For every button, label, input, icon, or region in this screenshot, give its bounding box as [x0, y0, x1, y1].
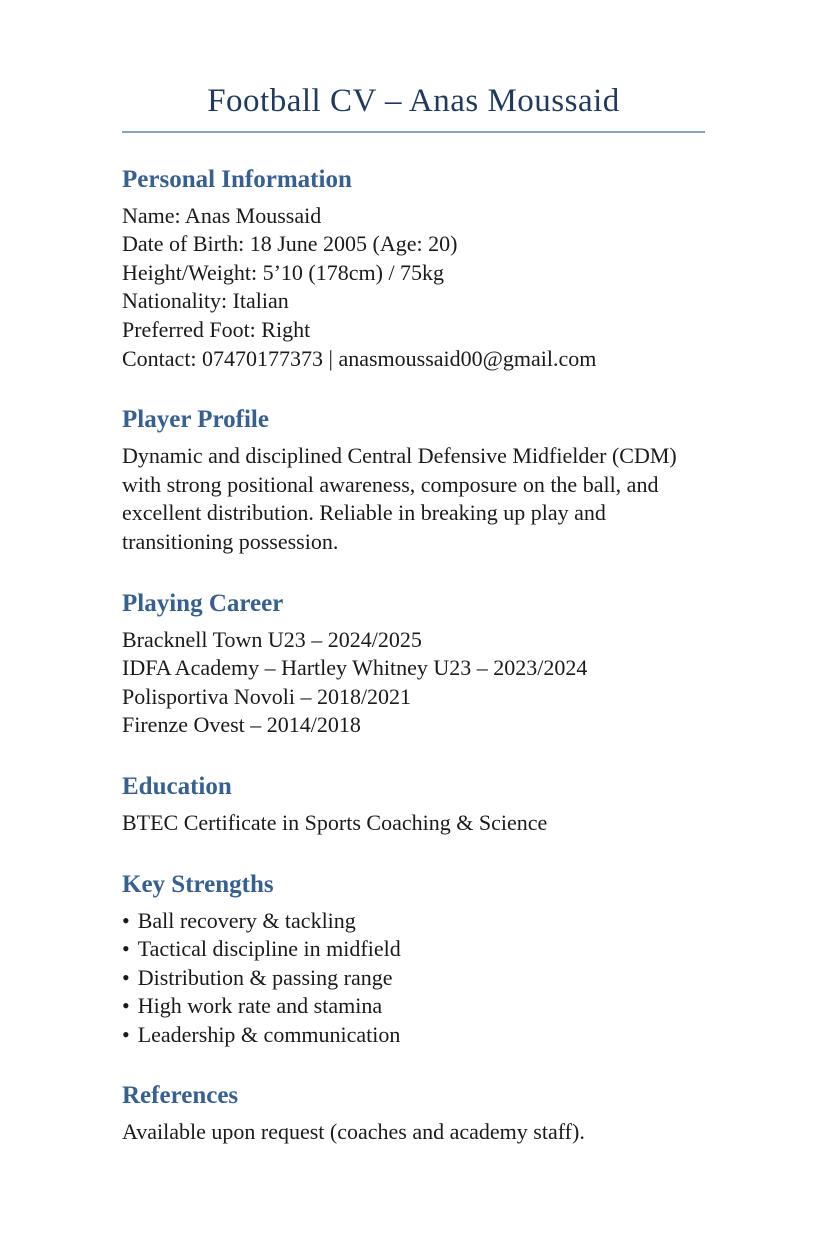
- key-strength-label: Ball recovery & tackling: [137, 907, 356, 933]
- key-strength-label: High work rate and stamina: [137, 993, 383, 1019]
- career-entry: IDFA Academy – Hartley Whitney U23 – 2023/2024: [122, 655, 588, 681]
- title-underline: [122, 131, 705, 133]
- personal-info-name: Name: Anas Moussaid: [122, 202, 322, 228]
- personal-info-preferred-foot: Preferred Foot: Right: [122, 316, 311, 342]
- bullet-icon: •: [122, 907, 130, 933]
- career-entry: Polisportiva Novoli – 2018/2021: [122, 683, 412, 709]
- references-text: Available upon request (coaches and academy staff).: [122, 1119, 585, 1145]
- section-key-strengths: [122, 870, 705, 1050]
- bullet-icon: •: [122, 964, 130, 990]
- section-references: [122, 1081, 705, 1147]
- key-strength-label: Leadership & communication: [137, 1021, 401, 1047]
- section-education: [122, 772, 705, 838]
- career-entry: Bracknell Town U23 – 2024/2025: [122, 626, 422, 652]
- section-heading-references: References: [122, 1082, 239, 1110]
- page-title: Football CV – Anas Moussaid: [207, 83, 620, 119]
- section-player-profile: [122, 405, 705, 556]
- section-playing-career: [122, 589, 705, 740]
- career-entry: Firenze Ovest – 2014/2018: [122, 712, 361, 738]
- key-strength-item: [122, 1021, 705, 1050]
- bullet-icon: •: [122, 1021, 130, 1047]
- personal-info-date-of-birth: Date of Birth: 18 June 2005 (Age: 20): [122, 231, 458, 257]
- section-heading-player-profile: Player Profile: [122, 406, 269, 434]
- section-heading-education: Education: [122, 772, 232, 800]
- section-heading-key-strengths: Key Strengths: [122, 870, 274, 898]
- personal-info-nationality: Nationality: Italian: [122, 288, 289, 314]
- bullet-icon: •: [122, 936, 130, 962]
- player-profile-text: Dynamic and disciplined Central Defensive Midfielder (CDM) with strong positional awareness, composure on the ball, and excellent distribution. Reliable in breaking up play and transitioning possession.: [122, 443, 677, 554]
- key-strength-item: [122, 935, 705, 964]
- key-strength-item: [122, 992, 705, 1021]
- key-strength-item: [122, 907, 705, 936]
- section-heading-playing-career: Playing Career: [122, 589, 284, 617]
- section-personal-information: [122, 165, 705, 374]
- bullet-icon: •: [122, 993, 130, 1019]
- personal-info-height-weight: Height/Weight: 5’10 (178cm) / 75kg: [122, 259, 445, 285]
- section-heading-personal-information: Personal Information: [122, 165, 352, 193]
- key-strength-item: [122, 964, 705, 993]
- key-strengths-list: [122, 907, 705, 1050]
- personal-info-contact: Contact: 07470177373 | anasmoussaid00@gmail.com: [122, 345, 597, 371]
- education-entry: BTEC Certificate in Sports Coaching & Science: [122, 809, 548, 835]
- key-strength-label: Tactical discipline in midfield: [137, 936, 401, 962]
- key-strength-label: Distribution & passing range: [137, 964, 393, 990]
